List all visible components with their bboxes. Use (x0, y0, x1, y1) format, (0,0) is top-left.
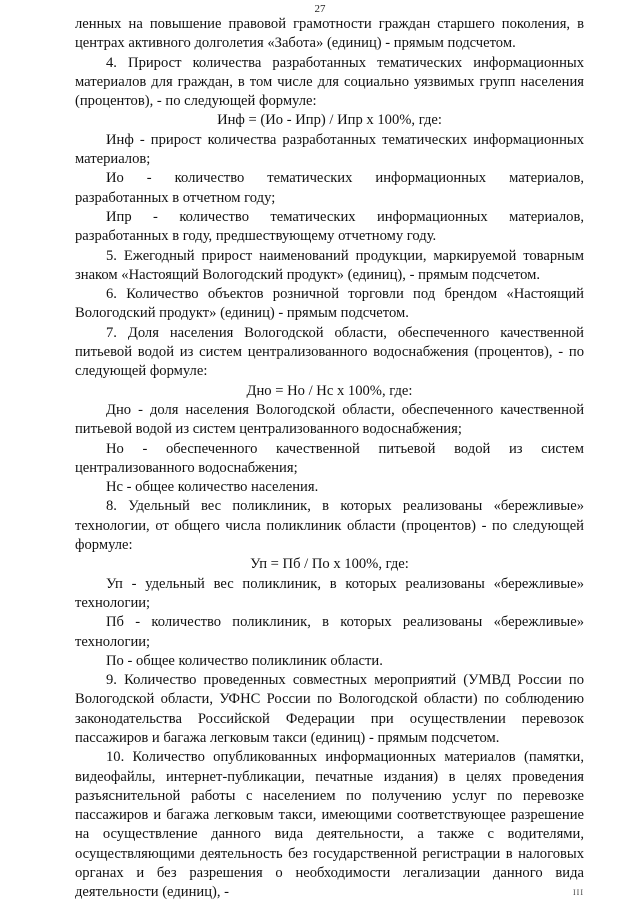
paragraph-continuation: ленных на повышение правовой грамотности граждан старшего поколения, в центрах активного долголетия «Забота» (единиц) - прямым подсчетом. (75, 16, 584, 52)
formula-inf: Инф = (Ио - Ипр) / Ипр х 100%, где: (217, 112, 442, 129)
definition-no: Но - обеспеченного качественной питьевой водой из систем централизованного водоснабжения; (75, 440, 584, 476)
document-body (75, 15, 584, 903)
definition-dno: Дно - доля населения Вологодской области, обеспеченного качественной питьевой водой из систем централизованного водоснабжения; (75, 401, 584, 438)
footer-mark: III (573, 888, 584, 897)
definition-po: По - общее количество поликлиник области. (106, 652, 383, 669)
page-number: 27 (314, 3, 326, 15)
paragraph-item-10: 10. Количество опубликованных информационных материалов (памятки, видеофайлы, интернет-публикации, печатные издания) в целях проведения разъяснительной работы с населением по получению услуг по перевозке пассажиров и багажа легковым такси, имеющими соответствующее разрешение на осуществление данного вида деятельности, а также с водителями, осуществляющими деятельность без государственной регистрации в налоговых органах и без разрешения о необходимости легализации данного вида деятельности (единиц), - (75, 749, 584, 901)
definition-up: Уп - удельный вес поликлиник, в которых реализованы «бережливые» технологии; (75, 575, 584, 611)
paragraph-item-9: 9. Количество проведенных совместных мероприятий (УМВД России по Вологодской области, УФНС России по Вологодской области) по соблюдению законодательства Российской Федерации при осуществлении перевозок пассажиров и багажа легковым такси (единиц) - прямым подсчетом. (75, 672, 584, 746)
paragraph-item-6: 6. Количество объектов розничной торговли под брендом «Настоящий Вологодский продукт» (единиц) - прямым подсчетом. (75, 286, 584, 322)
paragraph-item-8: 8. Удельный вес поликлиник, в которых реализованы «бережливые» технологии, от общего числа поликлиник области (процентов) - по следующей формуле: (75, 498, 584, 554)
definition-inf: Инф - прирост количества разработанных тематических информационных материалов; (75, 131, 584, 168)
formula-dno: Дно = Но / Нс х 100%, где: (246, 382, 413, 399)
definition-io: Ио - количество тематических информационных материалов, разработанных в отчетном году; (75, 170, 584, 206)
definition-ns: Нс - общее количество населения. (106, 479, 319, 496)
formula-up: Уп = Пб / По х 100%, где: (250, 556, 409, 573)
paragraph-item-5: 5. Ежегодный прирост наименований продукции, маркируемой товарным знаком «Настоящий Вологодский продукт» (единиц), - прямым подсчетом. (75, 247, 584, 283)
definition-pb: Пб - количество поликлиник, в которых реализованы «бережливые» технологии; (75, 614, 584, 650)
paragraph-item-4: 4. Прирост количества разработанных тематических информационных материалов для граждан, в том числе для социально уязвимых групп населения (процентов), - по следующей формуле: (75, 54, 584, 110)
paragraph-item-7: 7. Доля населения Вологодской области, обеспеченного качественной питьевой водой из систем централизованного водоснабжения (процентов), - по следующей формуле: (75, 324, 584, 380)
definition-ipr: Ипр - количество тематических информационных материалов, разработанных в году, предшествующему отчетному году. (75, 208, 584, 245)
